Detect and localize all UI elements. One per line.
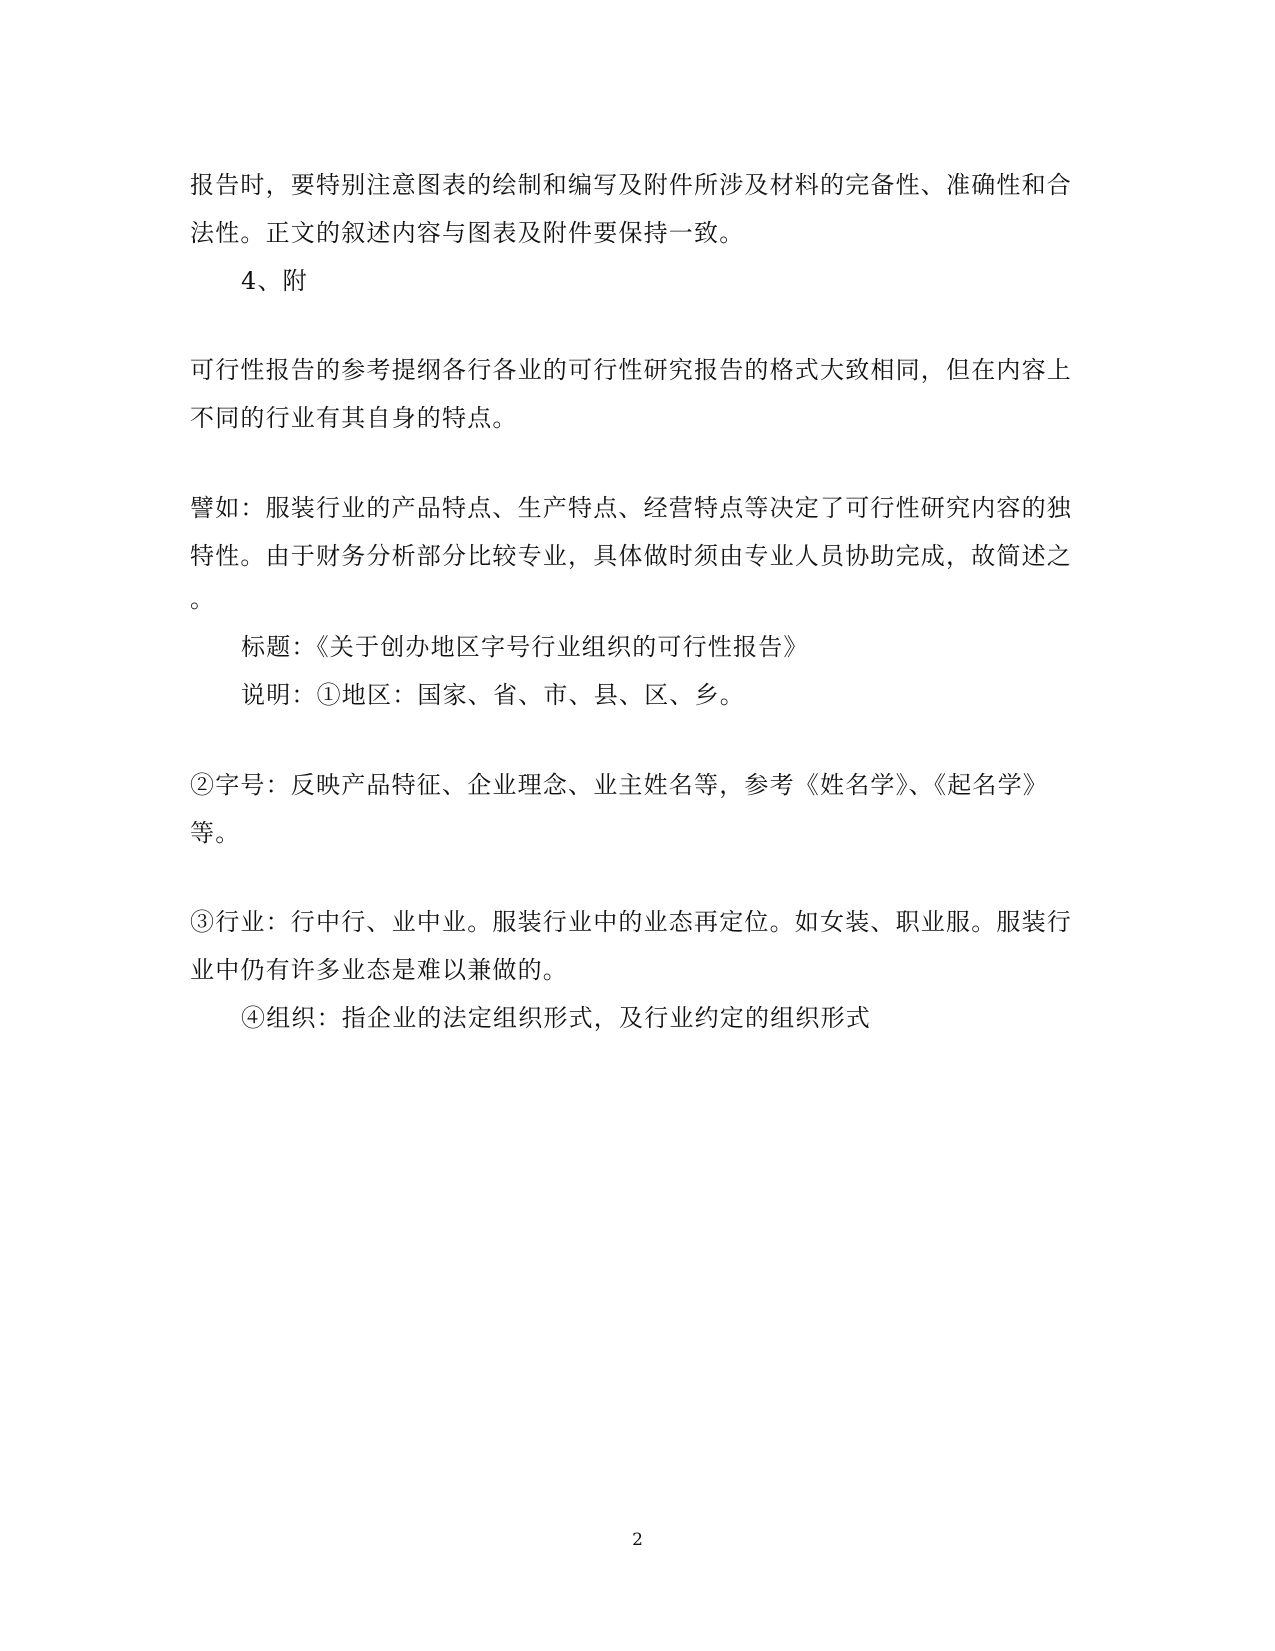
note-line: 等。 xyxy=(190,819,241,847)
body-text-line: 可行性报告的参考提纲各行各业的可行性研究报告的格式大致相同，但在内容上 xyxy=(190,356,1072,384)
note-line: ④组织：指企业的法定组织形式，及行业约定的组织形式 xyxy=(241,1004,871,1032)
body-text-line: 。 xyxy=(190,585,216,613)
section-heading: 4、附 xyxy=(241,267,308,295)
body-text-line: 特性。由于财务分析部分比较专业，具体做时须由专业人员协助完成，故简述之 xyxy=(190,542,1072,570)
body-text-line: 报告时，要特别注意图表的绘制和编写及附件所涉及材料的完备性、准确性和合 xyxy=(190,171,1072,199)
body-text-line: 法性。正文的叙述内容与图表及附件要保持一致。 xyxy=(190,219,745,247)
note-line: 业中仍有许多业态是难以兼做的。 xyxy=(190,956,568,984)
note-line: 说明：①地区：国家、省、市、县、区、乡。 xyxy=(241,681,745,709)
title-line: 标题：《关于创办地区字号行业组织的可行性报告》 xyxy=(241,633,809,661)
body-text-line: 譬如：服装行业的产品特点、生产特点、经营特点等决定了可行性研究内容的独 xyxy=(190,494,1072,522)
body-text-line: 不同的行业有其自身的特点。 xyxy=(190,404,518,432)
note-line: ③行业：行中行、业中业。服装行业中的业态再定位。如女装、职业服。服装行 xyxy=(190,908,1072,936)
note-line: ②字号：反映产品特征、企业理念、业主姓名等，参考《姓名学》、《起名学》 xyxy=(190,771,1048,799)
page-number: 2 xyxy=(632,1530,643,1550)
